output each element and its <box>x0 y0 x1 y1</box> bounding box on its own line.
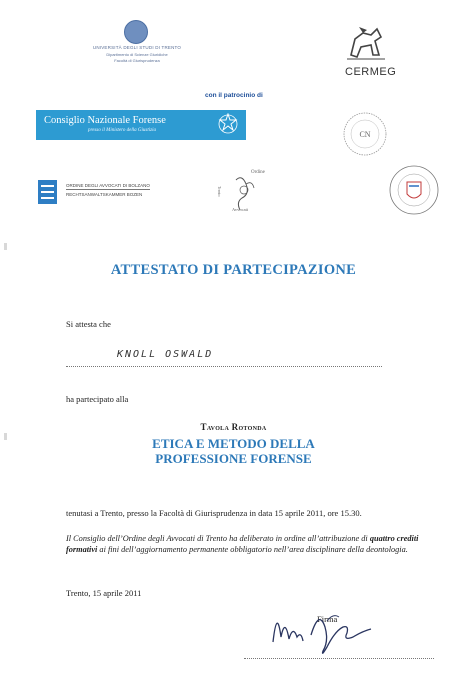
university-name: UNIVERSITÀ DEGLI STUDI DI TRENTO <box>92 45 182 50</box>
bolzano-line-2: RECHTSANWALTSKAMMER BOZEN <box>66 192 143 197</box>
name-dotted-line <box>66 366 382 367</box>
university-dept-1: Dipartimento di Scienze Giuridiche <box>106 52 168 57</box>
rovereto-seal-icon <box>387 160 441 220</box>
cermeg-logo-text: CERMEG <box>345 66 397 78</box>
certificate-title: ATTESTATO DI PARTECIPAZIONE <box>110 262 357 278</box>
event-title-line-1: ETICA E METODO DELLA <box>152 436 315 451</box>
trento-avvocati-text: Avvocati <box>232 207 249 212</box>
bolzano-divider <box>66 189 150 190</box>
bolzano-logo-icon <box>38 180 57 204</box>
svg-text:CN: CN <box>359 130 371 139</box>
university-dept-2: Facoltà di Giurisprudenza <box>114 58 160 63</box>
cnf-title: Consiglio Nazionale Forense <box>44 115 166 126</box>
university-departments <box>92 52 182 64</box>
issue-date: Trento, 15 aprile 2011 <box>66 588 142 598</box>
cnf-banner <box>36 110 246 140</box>
credits-highlight: quattro crediti formativi <box>66 534 419 554</box>
event-title <box>0 436 467 466</box>
cnf-subtitle: presso il Ministero della Giustizia <box>88 128 156 133</box>
handwritten-signature <box>263 597 383 659</box>
bolzano-line-1: ORDINE DEGLI AVVOCATI DI BOLZANO <box>66 183 150 188</box>
credits-text-post: ai fini dell’aggiornamento permanente obbligatorio nell’area disciplinare della deontologia. <box>97 545 408 554</box>
credits-text-pre: Il Consiglio dell’Ordine degli Avvocati di Trento ha deliberato in ordine all’attribuzione di <box>66 534 370 543</box>
credits-statement <box>66 533 436 555</box>
cnf-medallion-icon <box>335 110 395 158</box>
trento-ordine-logo-icon <box>222 170 268 220</box>
scan-mark <box>4 243 7 250</box>
cermeg-lion-icon <box>343 25 388 63</box>
partecipato-label: ha partecipato alla <box>66 394 129 404</box>
university-seal-icon <box>124 20 148 44</box>
event-location-date: tenutasi a Trento, presso la Facoltà di Giurisprudenza in data 15 aprile 2011, ore 15.30. <box>66 508 362 518</box>
trento-ordine-text: Ordine <box>251 170 265 175</box>
attesta-label: Si attesta che <box>66 319 111 329</box>
signature-label: Firma <box>317 614 338 624</box>
italian-emblem-icon <box>218 113 238 135</box>
trento-city-text: Trento <box>217 186 222 197</box>
signature-dotted-line <box>244 658 434 659</box>
event-type: Tavola Rotonda <box>200 422 267 432</box>
event-title-line-2: PROFESSIONE FORENSE <box>155 451 312 466</box>
patronage-label: con il patrocinio di <box>205 92 263 99</box>
participant-name: KNOLL OSWALD <box>117 349 214 360</box>
